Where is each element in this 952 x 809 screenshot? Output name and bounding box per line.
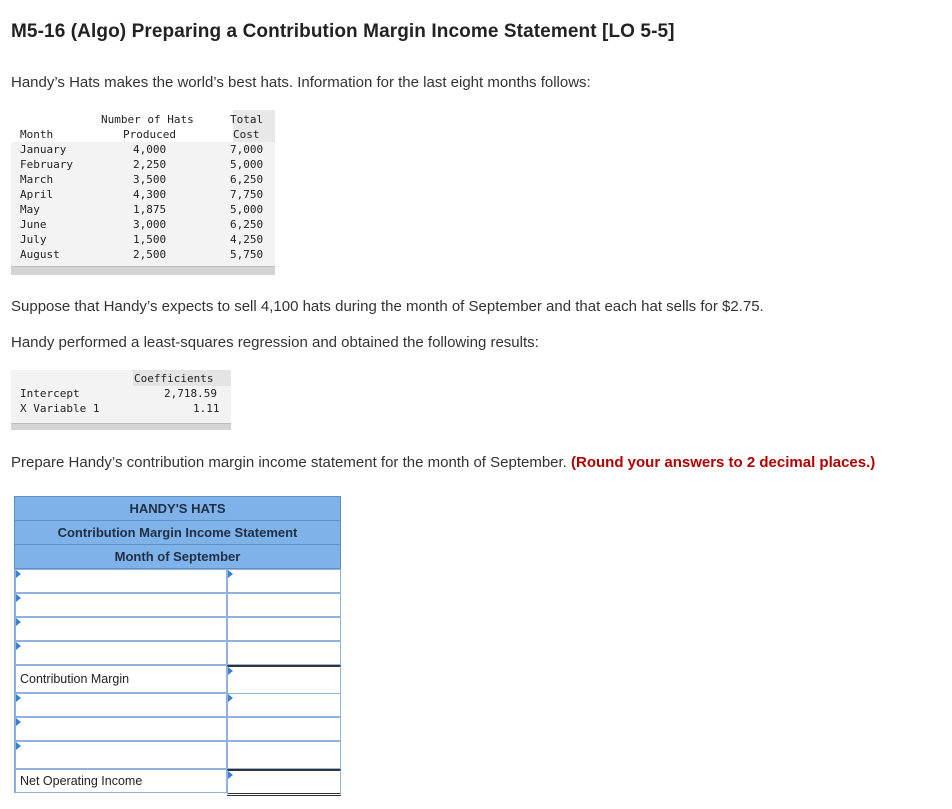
statement-name: Contribution Margin Income Statement [14,520,341,544]
month-cell: July [20,233,47,246]
expected-sales-text: Suppose that Handy’s expects to sell 4,100 hats during the month of September and that each hat sells for $2.75. [11,298,764,315]
line-item-label-input[interactable] [15,617,227,641]
line-item-amount-input[interactable] [227,593,341,617]
regression-intro-text: Handy performed a least-squares regression and obtained the following results: [11,334,539,351]
page-title: M5-16 (Algo) Preparing a Contribution Margin Income Statement [LO 5-5] [11,21,675,42]
dropdown-indicator-icon [228,694,233,702]
month-header: Month [20,128,54,141]
contribution-margin-label: Contribution Margin [15,665,227,693]
hats-cell: 1,500 [133,233,167,246]
monthly-data-table [11,110,275,275]
hats-header-line1: Number of Hats [101,113,194,126]
statement-row [14,741,341,769]
cost-cell: 7,000 [230,143,264,156]
month-cell: February [20,158,73,171]
net-operating-income-amount-input[interactable] [227,769,341,796]
statement-row [14,593,341,617]
cost-cell: 5,750 [230,248,264,261]
coefficients-header: Coefficients [134,372,214,385]
cost-cell: 4,250 [230,233,264,246]
hats-cell: 4,000 [133,143,167,156]
line-item-label-input[interactable] [15,593,227,617]
table-footer-bar [11,266,275,275]
line-item-amount-input[interactable] [227,717,341,741]
statement-row [14,569,341,593]
cost-cell: 7,750 [230,188,264,201]
regression-footer-bar [11,423,231,430]
regression-value: 2,718.59 [164,387,217,400]
line-item-amount-input[interactable] [227,641,341,665]
cost-header-line1: Total [230,113,264,126]
dropdown-indicator-icon [16,594,21,602]
line-item-amount-input[interactable] [227,569,341,593]
line-item-label-input[interactable] [15,741,227,769]
line-item-label-input[interactable] [15,717,227,741]
hats-cell: 4,300 [133,188,167,201]
month-cell: June [20,218,47,231]
hats-cell: 3,000 [133,218,167,231]
dropdown-indicator-icon [228,570,233,578]
regression-label: Intercept [20,387,80,400]
instruction-main: Prepare Handy’s contribution margin income statement for the month of September. [11,454,567,471]
month-cell: January [20,143,67,156]
cost-cell: 5,000 [230,203,264,216]
hats-cell: 1,875 [133,203,167,216]
statement-row [14,665,341,693]
hats-header-line2: Produced [123,128,176,141]
line-item-label-input[interactable] [15,641,227,665]
dropdown-indicator-icon [16,718,21,726]
dropdown-indicator-icon [16,642,21,650]
instruction-text [11,454,875,471]
intro-text: Handy’s Hats makes the world’s best hats. Information for the last eight months follows: [11,74,591,91]
line-item-label-input[interactable] [15,693,227,717]
statement-row [14,693,341,717]
contribution-margin-amount-input[interactable] [227,665,341,694]
dropdown-indicator-icon [16,742,21,750]
regression-label: X Variable 1 [20,402,100,415]
month-cell: April [20,188,54,201]
income-statement [14,496,341,793]
month-cell: March [20,173,54,186]
hats-cell: 2,500 [133,248,167,261]
line-item-amount-input[interactable] [227,617,341,641]
cost-cell: 6,250 [230,218,264,231]
statement-row [14,717,341,741]
statement-company: HANDY'S HATS [14,496,341,520]
cost-cell: 6,250 [230,173,264,186]
statement-period: Month of September [14,544,341,569]
regression-table [11,370,231,430]
statement-row [14,769,341,793]
month-cell: May [20,203,40,216]
month-cell: August [20,248,60,261]
line-item-amount-input[interactable] [227,741,341,769]
statement-row [14,641,341,665]
cost-header-line2: Cost [233,128,260,141]
dropdown-indicator-icon [228,667,233,675]
regression-value: 1.11 [193,402,220,415]
dropdown-indicator-icon [228,771,233,779]
net-operating-income-label: Net Operating Income [15,769,227,793]
hats-cell: 2,250 [133,158,167,171]
dropdown-indicator-icon [16,694,21,702]
statement-row [14,617,341,641]
rounding-hint: (Round your answers to 2 decimal places.) [571,454,876,471]
hats-cell: 3,500 [133,173,167,186]
line-item-label-input[interactable] [15,569,227,593]
line-item-amount-input[interactable] [227,693,341,717]
dropdown-indicator-icon [16,570,21,578]
dropdown-indicator-icon [16,618,21,626]
cost-cell: 5,000 [230,158,264,171]
